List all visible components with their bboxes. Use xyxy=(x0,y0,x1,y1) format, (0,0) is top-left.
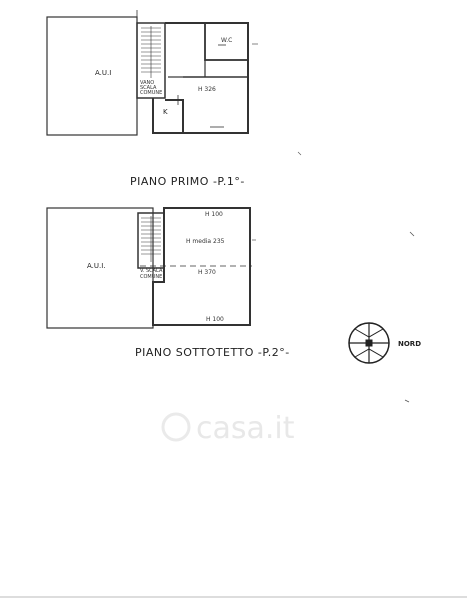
first-floor-caption: PIANO PRIMO -P.1°- xyxy=(130,175,245,188)
attic-floor-aui-label: A.U.I. xyxy=(87,262,106,270)
margin-marks xyxy=(298,152,414,402)
first-floor-kitchen-wall xyxy=(153,98,183,133)
attic-floor-room-wall xyxy=(153,208,250,325)
attic-floor-height-top: H 100 xyxy=(205,211,223,218)
first-floor-stair-label-1: VANO xyxy=(140,80,155,86)
first-floor-aui-area xyxy=(47,17,137,135)
attic-floor-stair-label-2: COMUNE xyxy=(140,274,163,280)
attic-floor-height-bottom: H 100 xyxy=(206,316,224,323)
attic-floor-stair-steps xyxy=(141,216,161,262)
first-floor-aui-label: A.U.I xyxy=(95,69,112,77)
watermark-text: casa.it xyxy=(196,411,295,446)
first-floor-wc-label: W.C xyxy=(221,37,233,44)
first-floor-apartment-wall xyxy=(165,23,248,133)
first-floor-plan xyxy=(47,10,258,135)
first-floor-stair-label-3: COMUNE xyxy=(140,90,163,96)
first-floor-height-label: H 326 xyxy=(198,86,216,93)
first-floor-kitchen-label: K xyxy=(163,108,168,116)
north-label: NORD xyxy=(398,340,422,348)
attic-floor-stair-label-1: V. SCALA xyxy=(140,268,163,274)
attic-floor-height-mean: H media 235 xyxy=(186,238,225,245)
attic-floor-caption: PIANO SOTTOTETTO -P.2°- xyxy=(135,346,290,359)
attic-floor-height-ridge: H 370 xyxy=(198,269,216,276)
first-floor-stair-label-2: SCALA xyxy=(140,85,157,91)
casa-it-watermark xyxy=(163,411,295,446)
first-floor-stair-steps xyxy=(141,26,161,78)
north-arrow-icon xyxy=(349,323,389,363)
